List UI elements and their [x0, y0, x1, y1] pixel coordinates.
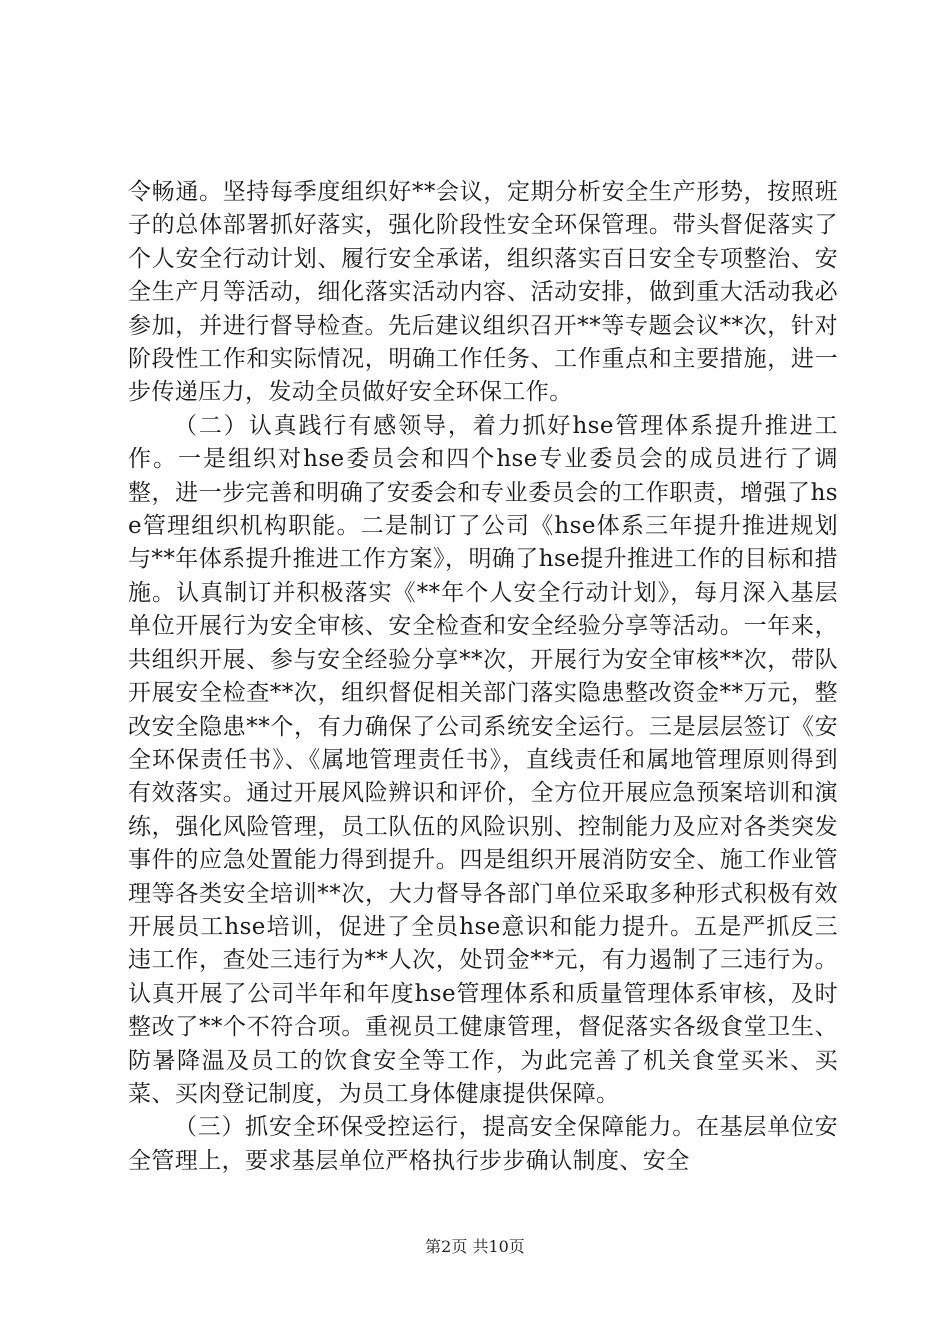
- paragraph-3: （三）抓安全环保受控运行，提高安全保障能力。在基层单位安全管理上，要求基层单位严格执行步步确认制度、安全: [128, 1114, 838, 1174]
- paragraph-1: 令畅通。坚持每季度组织好**会议，定期分析安全生产形势，按照班子的总体部署抓好落实，强化阶段性安全环保管理。带头督促落实了个人安全行动计划、履行安全承诺，组织落实百日安全专项整治、安全生产月等活动，细化落实活动内容、活动安排，做到重大活动我必参加，并进行督导检查。先后建议组织召开**等专题会议**次，针对阶段性工作和实际情况，明确工作任务、工作重点和主要措施，进一步传递压力，发动全员做好安全环保工作。: [128, 179, 838, 406]
- page-footer: 第2页 共10页: [425, 1237, 525, 1256]
- document-body: [128, 176, 838, 1178]
- paragraph-2: （二）认真践行有感领导，着力抓好hse管理体系提升推进工作。一是组织对hse委员会和四个hse专业委员会的成员进行了调整，进一步完善和明确了安委会和专业委员会的工作职责，增强了hse管理组织机构职能。二是制订了公司《hse体系三年提升推进规划与**年体系提升推进工作方案》，明确了hse提升推进工作的目标和措施。认真制订并积极落实《**年个人安全行动计划》，每月深入基层单位开展行为安全审核、安全检查和安全经验分享等活动。一年来，共组织开展、参与安全经验分享**次，开展行为安全审核**次，带队开展安全检查**次，组织督促相关部门落实隐患整改资金**万元，整改安全隐患**个，有力确保了公司系统安全运行。三是层层签订《安全环保责任书》、《属地管理责任书》，直线责任和属地管理原则得到有效落实。通过开展风险辨识和评价，全方位开展应急预案培训和演练，强化风险管理，员工队伍的风险识别、控制能力及应对各类突发事件的应急处置能力得到提升。四是组织开展消防安全、施工作业管理等各类安全培训**次，大力督导各部门单位采取多种形式积极有效开展员工hse培训，促进了全员hse意识和能力提升。五是严抓反三违工作，查处三违行为**人次，处罚金**元，有力遏制了三违行为。认真开展了公司半年和年度hse管理体系和质量管理体系审核，及时整改了**个不符合项。重视员工健康管理，督促落实各级食堂卫生、防暑降温及员工的饮食安全等工作，为此完善了机关食堂买米、买菜、买肉登记制度，为员工身体健康提供保障。: [128, 412, 838, 1107]
